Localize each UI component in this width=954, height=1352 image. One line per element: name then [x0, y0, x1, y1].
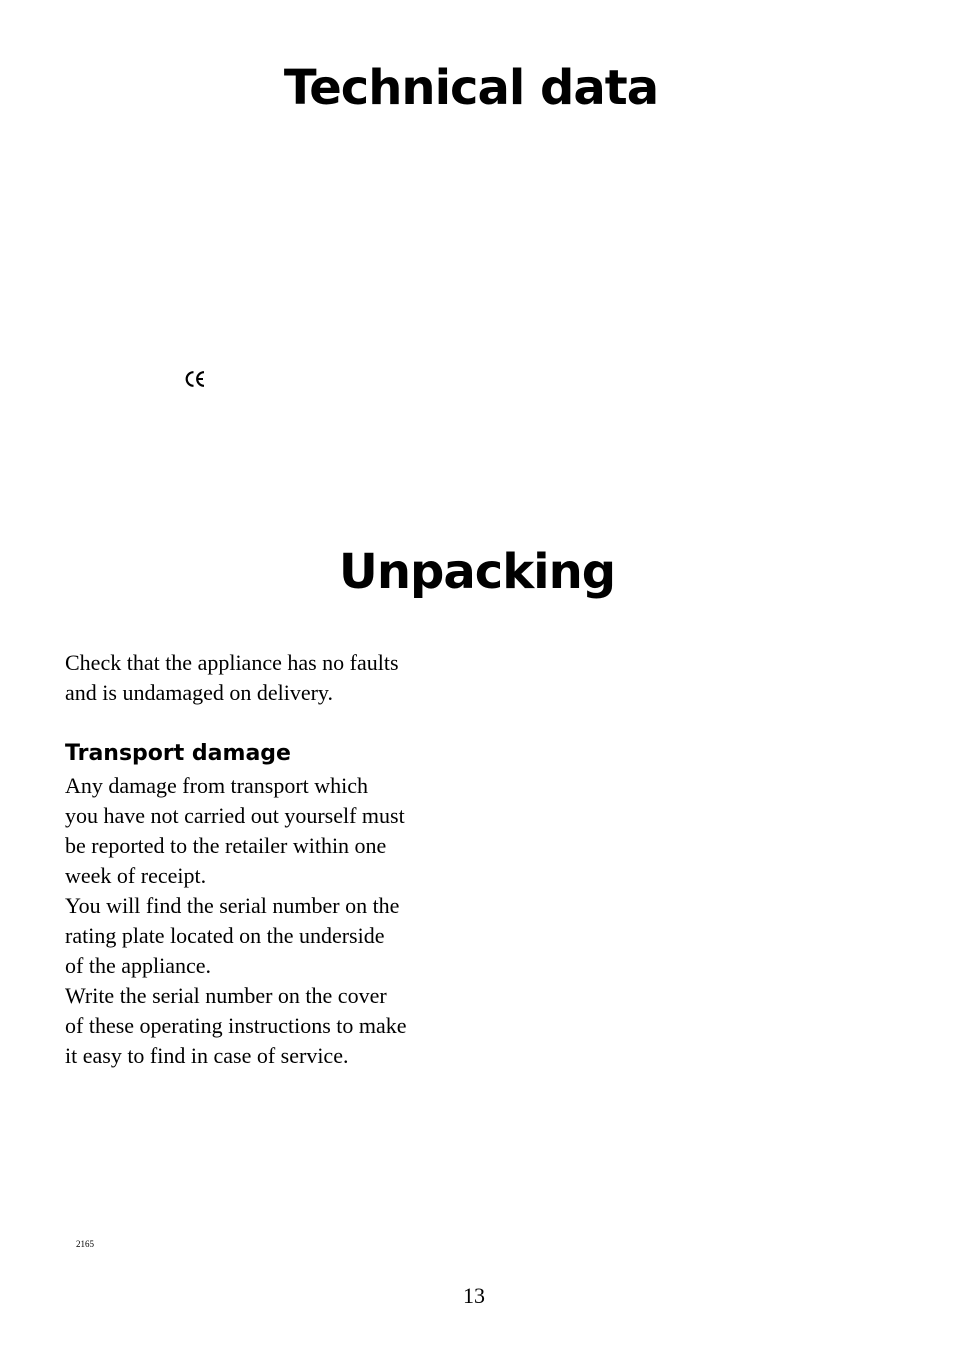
page-number: 13 [463, 1283, 485, 1308]
transport-line: be reported to the retailer within one [65, 833, 387, 858]
ce-mark-icon [184, 370, 206, 393]
transport-damage-paragraph [65, 771, 465, 1071]
ce-mark-svg [184, 370, 206, 388]
transport-line: rating plate located on the underside [65, 923, 385, 948]
transport-line: You will find the serial number on the [65, 893, 400, 918]
section-heading-transport-damage: Transport damage [65, 741, 291, 766]
intro-line: and is undamaged on delivery. [65, 680, 333, 705]
intro-line: Check that the appliance has no faults [65, 650, 399, 675]
transport-line: Any damage from transport which [65, 773, 369, 798]
page-title-technical-data: Technical data [283, 60, 659, 116]
transport-line: of the appliance. [65, 953, 211, 978]
page-title-unpacking: Unpacking [338, 544, 616, 600]
transport-line: week of receipt. [65, 863, 207, 888]
document-code: 2165 [76, 1239, 94, 1249]
transport-line: of these operating instructions to make [65, 1013, 407, 1038]
transport-line: you have not carried out yourself must [65, 803, 405, 828]
transport-line: Write the serial number on the cover [65, 983, 387, 1008]
transport-line: it easy to find in case of service. [65, 1043, 349, 1068]
intro-paragraph [65, 648, 465, 708]
